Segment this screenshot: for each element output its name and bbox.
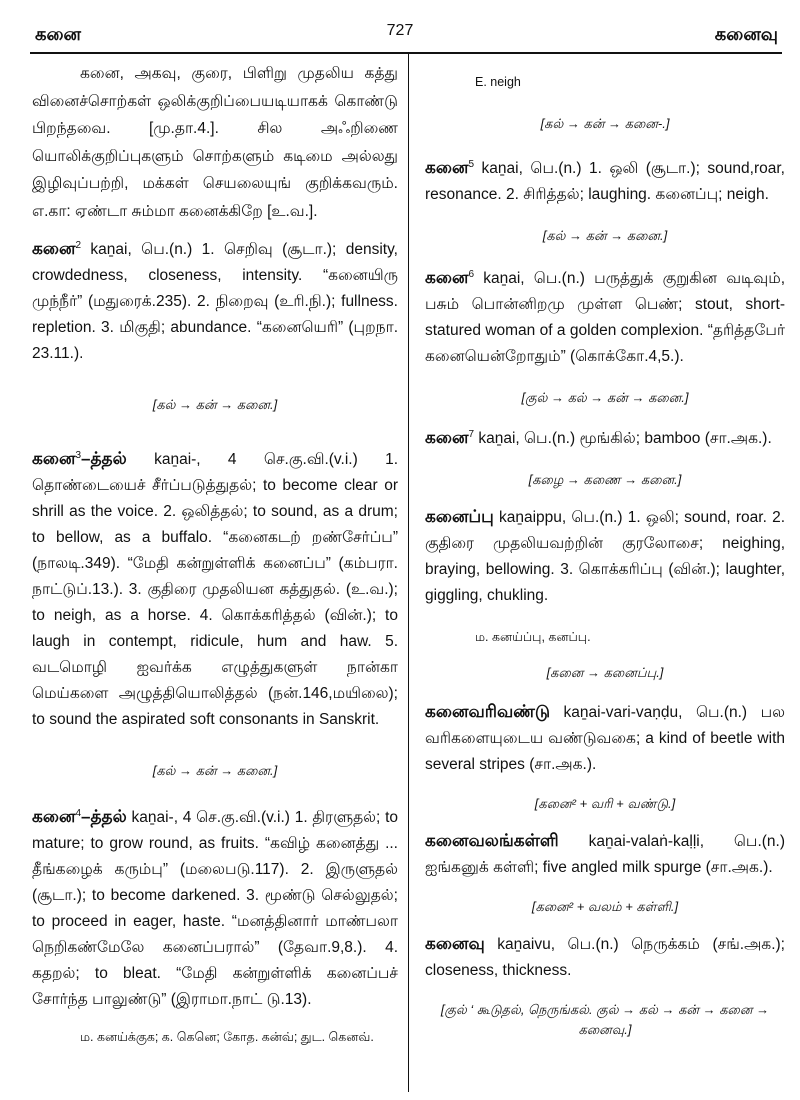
headword-suffix: –த்தல் (81, 807, 127, 827)
etymology: [கனை² + வலம் + கள்ளி.] (531, 899, 679, 915)
headword: கனைவலங்கள்ளி (425, 831, 559, 851)
definition: kaṉai, பெ.(n.) 1. ஒலி (சூடா.); sound,roar, resonance. 2. சிரித்தல்; laughing. கனைப்பு; neigh. (425, 160, 785, 204)
etymology: [குல் ‘ கூடுதல், நெருங்கல். குல் → கல் → கன் → கனை → கனைவு.] (440, 1002, 770, 1038)
entry-kanaivalangalli (425, 828, 785, 881)
etymology: [கல் → கன் → கனை.] (152, 763, 278, 779)
homonym-number: 4 (75, 808, 82, 820)
headword: கனை (425, 428, 469, 448)
definition: kaṉaivu, பெ.(n.) நெருக்கம் (சங்.அக.); closeness, thickness. (425, 936, 785, 980)
etymology: [கனை → கனைப்பு.] (546, 665, 664, 681)
left-column (32, 60, 398, 1047)
definition: kaṉaippu, பெ.(n.) 1. ஒலி; sound, roar. 2. குதிரை முதலியவற்றின் குரலோசை; neighing, braying, bellowing. 3. கொக்கரிப்பு (வின்.); laughter, giggling, chukling. (425, 509, 785, 605)
headword: கனை (32, 239, 76, 259)
column-divider (408, 52, 409, 1092)
homonym-number: 2 (75, 240, 82, 251)
header-rule (30, 52, 782, 54)
etymology: [கல் → கன் → கனை-.] (540, 116, 670, 131)
entry-kanaivarivandu (425, 699, 785, 778)
entry-kanai-3 (32, 443, 398, 733)
entry-kanaivu (425, 931, 785, 984)
page-number: 727 (386, 22, 414, 39)
header-left-guideword: கனை (35, 24, 82, 44)
definition: kaṉai-, 4 செ.கு.வி.(v.i.) 1. திரளுதல்; to mature; to grow round, as fruits. “கவிழ் கனைத்து ... தீங்கழைக் கரும்பு” (மலைபடு.117). 2. இருளுதல் (சூடா.); to become darkened. 3. மூண்டு செல்லுதல்; to proceed in eager, haste. “மனத்தினார் மாண்பலா நெறிகண்மேலே கனைப்பரால்” (தேவா.9,8.). 4. கதறல்; to bleat. “மேதி கன்றுள்ளிக் கனைப்பச் சோர்ந்த பாலுண்டு” (இராமா.நாட் டு.13). (32, 809, 398, 1009)
homonym-number: 6 (468, 269, 475, 281)
homonym-number: 7 (468, 429, 475, 441)
entry-kanai-5 (425, 152, 785, 208)
cognates: ம. கனய்ப்பு, கனப்பு. (475, 630, 591, 645)
headword: கனைவு (425, 934, 485, 954)
etymology: [குல் → கல் → கன் → கனை.] (521, 390, 689, 406)
headword: கனைப்பு (425, 507, 494, 527)
headword-suffix: –த்தல் (81, 449, 127, 469)
homonym-number: 3 (75, 450, 82, 462)
entry-kanai-6 (425, 262, 785, 370)
definition: kaṉai, பெ.(n.) மூங்கில்; bamboo (சா.அக.). (478, 430, 772, 448)
entry-kanai-4 (32, 801, 398, 1013)
headword: கனைவரிவண்டு (425, 702, 551, 722)
entry-kanai-2 (32, 233, 398, 367)
etymology: [கழை → கணை → கனை.] (528, 472, 682, 488)
etymology: [கனை² + வரி + வண்டு.] (534, 796, 676, 812)
definition: kaṉai-, 4 செ.கு.வி.(v.i.) 1. தொண்டையைச் சீர்ப்படுத்துதல்; to become clear or shrill as the voice. 2. ஒலித்தல்; to sound, as a drum; to bellow, as a buffalo. “கனைகடற் றண்சேர்ப்ப” (நாலடி.349). “மேதி கன்றுள்ளிக் கனைப்ப” (கம்பரா. நாட்டுப்.13.). 3. குதிரை முதலியன கத்துதல். (உ.வ.); to neigh, as a horse. 4. கொக்கரித்தல் (வின்.); to laugh in contempt, ridicule, hum and haw. 5. வடமொழி ஐவர்க்க எழுத்துகளுள் நான்கா மெய்களை அழுத்தியொலித்தல் (நன்.146,மயிலை); to sound the aspirated soft consonants in Sanskrit. (32, 451, 399, 729)
header-right-guideword: கனைவு (714, 24, 778, 44)
definition: kaṉai-vari-vaṇḍu, பெ.(n.) பல வரிகளையுடைய வண்டுவகை; a kind of beetle with several stripes (சா.அக.). (425, 704, 786, 774)
cognates: ம. கனய்க்குக; க. கெனெ; கோத. கன்வ்; துட. கெனவ். (80, 1030, 374, 1045)
entry-intro-text: கனை, அகவு, குரை, பிளிறு முதலிய கத்து வினைச்சொற்கள் ஒலிக்குறிப்பையடியாகக் கொண்டு பிறந்தவை. [மு.தா.4.]. சில அஃறிணை யொலிக்குறிப்புகளும் சொற்களும் கடிமை அல்லது இழிவுப்பற்றி, மக்கள் செயலையுங் குறிக்கவரும். எ.கா: ஏண்டா சும்மா கனைக்கிறே [உ.வ.]. (32, 65, 398, 220)
entry-kanaippu (425, 504, 785, 609)
right-column (425, 60, 785, 1040)
headword: கனை (425, 268, 469, 288)
headword: கனை (32, 449, 76, 469)
definition: kaṉai-valaṅ-kaḷḷi, பெ.(n.) ஐங்கனுக் கள்ளி; five angled milk spurge (சா.அக.). (425, 833, 786, 877)
definition: kaṉai, பெ.(n.) 1. செறிவு (சூடா.); density, crowdedness, closeness, intensity. “கனையிரு முந்நீர்” (மதுரைக்.235). 2. நிறைவு (உரி.நி.); fullness. repletion. 3. மிகுதி; abundance. “கனையெரி” (புறநா. 23.11.). (32, 241, 398, 363)
homonym-number: 5 (468, 159, 475, 170)
entry-kanai-7 (425, 422, 785, 452)
continued-cognate: E. neigh (475, 75, 521, 89)
headword: கனை (425, 158, 469, 178)
definition: kaṉai, பெ.(n.) பருத்துக் குறுகின வடிவும், பசும் பொன்னிறமு முள்ள பெண்; stout, short-statured woman of a golden complexion. “தரித்தபேர் கனையென்றோதும்” (கொக்கோ.4,5.). (425, 270, 786, 366)
etymology: [கல் → கன் → கனை.] (542, 228, 668, 244)
headword: கனை (32, 807, 76, 827)
etymology: [கல் → கன் → கனை.] (152, 397, 278, 413)
